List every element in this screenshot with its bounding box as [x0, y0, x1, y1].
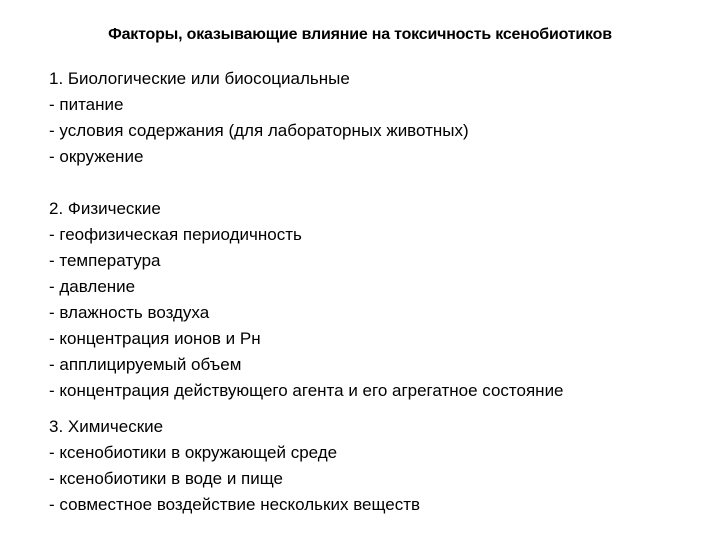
list-item: - концентрация ионов и Рн: [49, 329, 261, 348]
list-item: - ксенобиотики в воде и пище: [49, 469, 284, 488]
list-item: - давление: [49, 277, 136, 296]
list-item: - совместное воздействие нескольких веществ: [49, 495, 421, 514]
list-item: - условия содержания (для лабораторных животных): [49, 121, 469, 140]
section-heading: 3. Химические: [49, 417, 164, 436]
section-heading: 1. Биологические или биосоциальные: [49, 69, 350, 88]
list-item: - окружение: [49, 147, 144, 166]
section-physical: [49, 196, 709, 404]
list-item: - влажность воздуха: [49, 303, 210, 322]
list-item: - питание: [49, 95, 124, 114]
list-item: - ксенобиотики в окружающей среде: [49, 443, 338, 462]
list-item: - концентрация действующего агента и его агрегатное состояние: [49, 381, 564, 400]
list-item: - апплицируемый объем: [49, 355, 242, 374]
list-item: - температура: [49, 251, 161, 270]
slide-title: Факторы, оказывающие влияние на токсичность ксенобиотиков: [108, 26, 612, 43]
section-chemical: [49, 414, 709, 518]
list-item: - геофизическая периодичность: [49, 225, 302, 244]
section-heading: 2. Физические: [49, 199, 161, 218]
section-biological: [49, 66, 709, 170]
